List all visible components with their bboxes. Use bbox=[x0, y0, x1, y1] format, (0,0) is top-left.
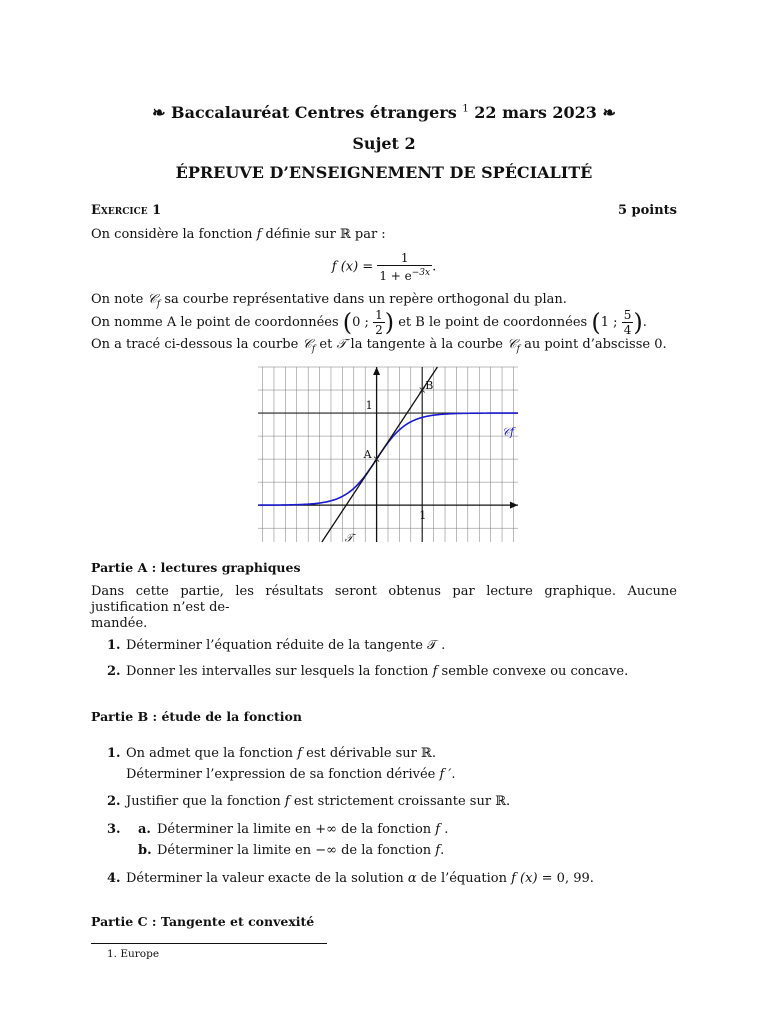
pointA-x: 0 ; bbox=[352, 315, 369, 330]
partB-q3b-num: b. bbox=[138, 843, 152, 858]
partB-q2-text-a: Justifier que la fonction bbox=[126, 794, 285, 809]
subject-title: Sujet 2 bbox=[352, 134, 416, 153]
partB-q4-text-a: Déterminer la valeur exacte de la solution bbox=[126, 871, 408, 886]
pointB-end: . bbox=[642, 315, 647, 330]
partB-question-2 bbox=[107, 794, 510, 809]
partB-q3b-text-b: . bbox=[440, 843, 445, 858]
pointA-fraction bbox=[373, 308, 385, 337]
traced-line bbox=[91, 337, 667, 355]
partB-q4-text-b: de l’équation bbox=[416, 871, 512, 886]
x-tick-one: 1 bbox=[419, 509, 427, 523]
partB-q1-text-a: On admet que la fonction bbox=[126, 746, 298, 761]
partA-question-1 bbox=[107, 638, 445, 653]
partB-question-1 bbox=[107, 746, 436, 761]
points-line bbox=[91, 308, 647, 337]
partB-q4-text-c: = 0, 99. bbox=[537, 871, 594, 886]
partA-title: Partie A : lectures graphiques bbox=[91, 560, 301, 575]
traced-cf: 𝒞 bbox=[302, 337, 312, 352]
partB-question-3b bbox=[138, 843, 444, 858]
tangent-label: 𝒯 bbox=[344, 531, 354, 545]
paren-open-b: ( bbox=[591, 308, 601, 337]
partA-q1-num: 1. bbox=[107, 638, 121, 653]
paren-close-b: ) bbox=[633, 308, 643, 337]
partB-q3a-text-b: . bbox=[440, 822, 449, 837]
ornament-right-icon: ❧ bbox=[602, 103, 616, 122]
partA-text-line2: mandée. bbox=[91, 616, 148, 631]
note-line bbox=[91, 292, 567, 310]
traced-text-b: et bbox=[315, 337, 337, 352]
pointB-text: et B le point de coordonnées bbox=[394, 315, 592, 330]
partA-q2-text-b: semble convexe ou concave. bbox=[437, 664, 629, 679]
point-label-B: B bbox=[425, 379, 434, 393]
partB-q4-alpha: α bbox=[407, 871, 417, 886]
curve-label: 𝒞f bbox=[502, 425, 515, 439]
partB-q1-line2-f: f ′ bbox=[439, 767, 452, 782]
intro-text-a: On considère la fonction bbox=[91, 227, 257, 242]
pointA-den: 2 bbox=[375, 323, 383, 337]
partB-question-3 bbox=[107, 822, 126, 837]
traced-T: 𝒯 bbox=[336, 337, 347, 352]
grid bbox=[258, 367, 518, 545]
y-axis-arrow-icon bbox=[373, 367, 380, 375]
traced-cf2: 𝒞 bbox=[507, 337, 517, 352]
traced-text-d: au point d’abscisse 0. bbox=[519, 337, 667, 352]
note-cf: 𝒞 bbox=[147, 292, 157, 307]
paren-close: ) bbox=[384, 308, 395, 337]
title-date: 22 mars 2023 bbox=[474, 103, 597, 122]
ornament-left-icon: ❧ bbox=[152, 103, 166, 122]
pointB-x: 1 ; bbox=[600, 315, 618, 330]
partB-title: Partie B : étude de la fonction bbox=[91, 709, 302, 724]
pointB-fraction bbox=[622, 308, 634, 337]
traced-cf-sub: f bbox=[311, 344, 316, 355]
partB-q3b-text-a: Déterminer la limite en −∞ de la fonction bbox=[157, 843, 436, 858]
graph-labels bbox=[345, 379, 516, 544]
partA-q2-num: 2. bbox=[107, 664, 121, 679]
note-cf-sub: f bbox=[156, 299, 161, 310]
note-text-b: sa courbe représentative dans un repère orthogonal du plan. bbox=[160, 292, 567, 307]
partA-q1-text: Déterminer l’équation réduite de la tangente 𝒯 . bbox=[126, 638, 446, 653]
partB-q3-num: 3. bbox=[107, 822, 121, 837]
x-axis-arrow-icon bbox=[510, 502, 518, 509]
partB-q3a-f: f bbox=[435, 822, 441, 837]
pointA-num: 1 bbox=[375, 308, 383, 322]
partA-q2-text-a: Donner les intervalles sur lesquels la fonction bbox=[126, 664, 433, 679]
traced-text-a: On a tracé ci-dessous la courbe bbox=[91, 337, 303, 352]
partB-q1-line2-b: . bbox=[451, 767, 456, 782]
function-graph bbox=[250, 362, 520, 547]
partA-text-line1: Dans cette partie, les résultats seront obtenus par lecture graphique. Aucune justification n’est de- bbox=[91, 584, 677, 615]
partA-intro bbox=[91, 584, 677, 632]
partB-q2-num: 2. bbox=[107, 794, 121, 809]
pointB-den: 4 bbox=[623, 323, 632, 337]
partC-title: Partie C : Tangente et convexité bbox=[91, 914, 315, 929]
partB-q2-f: f bbox=[284, 794, 290, 809]
document-title bbox=[0, 103, 768, 122]
intro-text-b: définie sur ℝ par : bbox=[261, 227, 386, 242]
exercise-points: 5 points bbox=[617, 203, 677, 218]
partB-q1-line2-a: Déterminer l’expression de sa fonction dérivée bbox=[126, 767, 440, 782]
footnote-rule bbox=[91, 943, 327, 944]
title-footnote-mark: 1 bbox=[462, 103, 469, 115]
partB-q1-f: f bbox=[297, 746, 302, 761]
formula-den-base: 1 + e bbox=[379, 269, 412, 283]
formula-denominator bbox=[377, 266, 432, 283]
traced-text-c: la tangente à la courbe bbox=[346, 337, 508, 352]
intro-line bbox=[91, 227, 386, 242]
function-formula bbox=[0, 251, 768, 283]
intro-f: f bbox=[256, 227, 262, 242]
partB-question-3a bbox=[138, 822, 448, 837]
partB-q1-num: 1. bbox=[107, 746, 121, 761]
partB-question-4 bbox=[107, 871, 594, 886]
partA-question-2 bbox=[107, 664, 628, 679]
formula-numerator: 1 bbox=[377, 251, 432, 266]
exercise-label: Exercice 1 bbox=[91, 203, 162, 218]
paren-open: ( bbox=[342, 308, 353, 337]
partB-q2-text-b: est strictement croissante sur ℝ. bbox=[289, 794, 511, 809]
formula-lhs: f (x) = bbox=[331, 259, 378, 275]
partB-q4-eq: f (x) bbox=[511, 871, 538, 886]
traced-cf2-sub: f bbox=[516, 344, 520, 355]
partB-question-1-line2 bbox=[126, 767, 456, 782]
pointA-text: On nomme A le point de coordonnées bbox=[91, 315, 343, 330]
y-tick-one: 1 bbox=[365, 399, 373, 413]
formula-fraction bbox=[377, 251, 432, 283]
footnote: 1. Europe bbox=[107, 948, 160, 960]
note-text-a: On note bbox=[91, 292, 148, 307]
partB-q3a-text-a: Déterminer la limite en +∞ de la fonction bbox=[157, 822, 436, 837]
exam-title: ÉPREUVE D’ENSEIGNEMENT DE SPÉCIALITÉ bbox=[175, 163, 593, 182]
partA-q2-f: f bbox=[432, 664, 438, 679]
formula-exponent: −3x bbox=[411, 268, 431, 278]
pointB-num: 5 bbox=[623, 308, 632, 322]
partB-q4-num: 4. bbox=[107, 871, 121, 886]
partB-q3b-f: f bbox=[435, 843, 441, 858]
point-label-A: A bbox=[363, 448, 372, 462]
title-main: Baccalauréat Centres étrangers bbox=[171, 103, 457, 122]
partB-q1-text-b: est dérivable sur ℝ. bbox=[302, 746, 436, 761]
formula-end: . bbox=[432, 259, 437, 275]
partB-q3a-num: a. bbox=[138, 822, 151, 837]
